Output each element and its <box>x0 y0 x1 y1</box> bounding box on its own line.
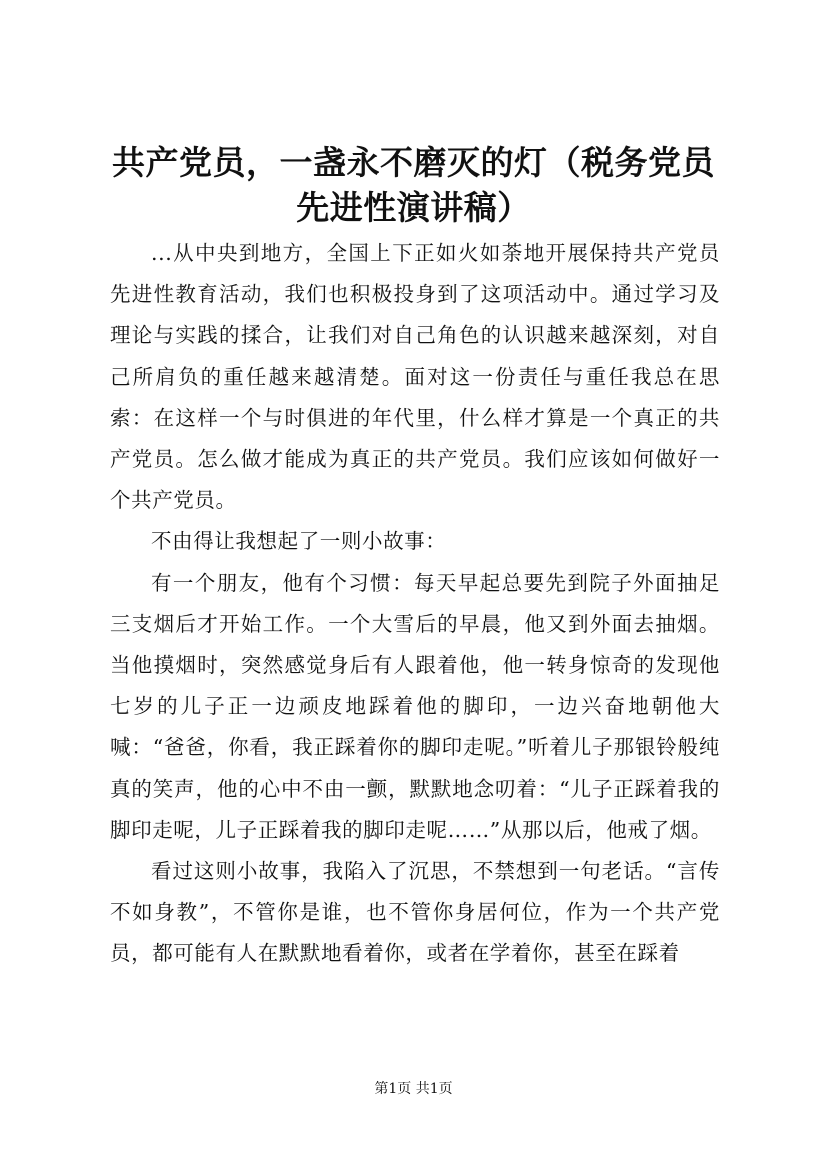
paragraph-intro: ...从中央到地方，全国上下正如火如荼地开展保持共产党员先进性教育活动，我们也积极投身到了这项活动中。通过学习及理论与实践的揉合，让我们对自己角色的认识越来越深刻，对自己所肩负的重任越来越清楚。面对这一份责任与重任我总在思索：在这样一个与时俱进的年代里，什么样才算是一个真正的共产党员。怎么做才能成为真正的共产党员。我们应该如何做好一个共产党员。 <box>110 241 720 513</box>
page-number-footer: 第1页 共1页 <box>374 1081 453 1097</box>
document-title: 共产党员，一盏永不磨灭的灯（税务党员先进性演讲稿） <box>112 143 715 227</box>
paragraph-reflection: 看过这则小故事，我陷入了沉思，不禁想到一句老话。“言传不如身教”，不管你是谁，也不管你身居何位，作为一个共产党员，都可能有人在默默地看着你，或者在学着你，甚至在踩着 <box>110 859 720 966</box>
document-body <box>110 233 720 975</box>
paragraph-story: 有一个朋友，他有个习惯：每天早起总要先到院子外面抽足三支烟后才开始工作。一个大雪后的早晨，他又到外面去抽烟。当他摸烟时，突然感觉身后有人跟着他，他一转身惊奇的发现他七岁的儿子正一边顽皮地踩着他的脚印，一边兴奋地朝他大喊：“爸爸，你看，我正踩着你的脚印走呢。”听着儿子那银铃般纯真的笑声，他的心中不由一颤，默默地念叨着：“儿子正踩着我的脚印走呢，儿子正踩着我的脚印走呢……”从那以后，他戒了烟。 <box>110 570 720 842</box>
paragraph-story-lead: 不由得让我想起了一则小故事： <box>151 529 447 554</box>
